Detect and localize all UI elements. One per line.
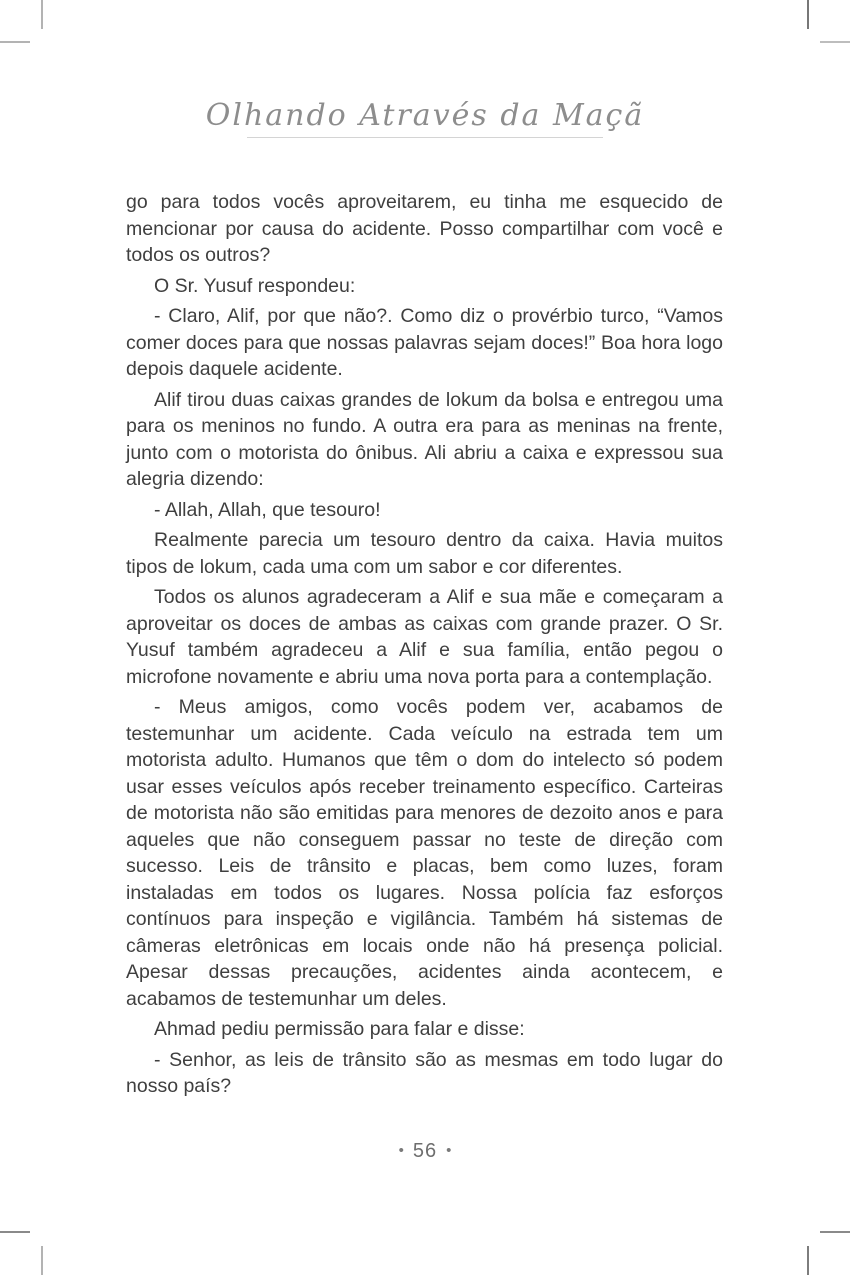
body-paragraph: go para todos vocês aproveitarem, eu tinha me esquecido de mencionar por causa do acidente. Posso compartilhar com você e todos os outros? — [126, 191, 723, 266]
body-paragraph: - Meus amigos, como vocês podem ver, acabamos de testemunhar um acidente. Cada veículo na estrada tem um motorista adulto. Humanos que têm o dom do intelecto só podem usar esses veículos após receber treinamento específico. Carteiras de motorista não são emitidas para menores de dezoito anos e para aqueles que não conseguem passar no teste de direção com sucesso. Leis de trânsito e placas, bem como luzes, foram instaladas em todos os lugares. Nossa polícia faz esforços contínuos para inspeção e vigilância. Também há sistemas de câmeras eletrônicas em locais onde não há presença policial. Apesar dessas precauções, acidentes ainda acontecem, e acabamos de testemunhar um deles. — [126, 696, 723, 1010]
body-text — [126, 189, 723, 1104]
crop-mark-top-right-vertical — [807, 0, 809, 29]
body-paragraph: Todos os alunos agradeceram a Alif e sua mãe e começaram a aproveitar os doces de ambas as caixas com grande prazer. O Sr. Yusuf também agradeceu a Alif e sua família, então pegou o microfone novamente e abriu uma nova porta para a contemplação. — [126, 586, 723, 688]
body-paragraph: - Senhor, as leis de trânsito são as mesmas em todo lugar do nosso país? — [126, 1048, 723, 1097]
body-paragraph: Alif tirou duas caixas grandes de lokum da bolsa e entregou uma para os meninos no fundo. A outra era para as meninas na frente, junto com o motorista do ônibus. Ali abriu a caixa e expressou sua alegria dizendo: — [126, 388, 723, 490]
crop-mark-bottom-right-vertical — [807, 1246, 809, 1275]
body-paragraph: - Allah, Allah, que tesouro! — [154, 498, 381, 521]
running-head-title: Olhando Através da Maçã — [205, 98, 645, 133]
body-paragraph: Realmente parecia um tesouro dentro da caixa. Havia muitos tipos de lokum, cada uma com um sabor e cor diferentes. — [126, 529, 723, 578]
crop-mark-top-left-vertical — [41, 0, 43, 29]
crop-mark-bottom-left-horizontal — [0, 1231, 30, 1233]
body-paragraph: Ahmad pediu permissão para falar e disse: — [154, 1018, 525, 1040]
body-paragraph: O Sr. Yusuf respondeu: — [154, 274, 356, 297]
folio-right-dot-icon: • — [446, 1142, 452, 1159]
crop-mark-top-left-horizontal — [0, 41, 30, 43]
body-paragraph: - Claro, Alif, por que não?. Como diz o provérbio turco, “Vamos comer doces para que nossas palavras sejam doces!” Boa hora logo depois daquele acidente. — [126, 305, 723, 380]
running-head-rule — [247, 137, 603, 138]
folio-number: 56 — [412, 1140, 438, 1162]
page-number — [0, 1140, 850, 1163]
crop-mark-bottom-right-horizontal — [820, 1231, 850, 1233]
crop-mark-top-right-horizontal — [820, 41, 850, 43]
crop-mark-bottom-left-vertical — [41, 1246, 43, 1275]
folio-left-dot-icon: • — [398, 1142, 404, 1159]
